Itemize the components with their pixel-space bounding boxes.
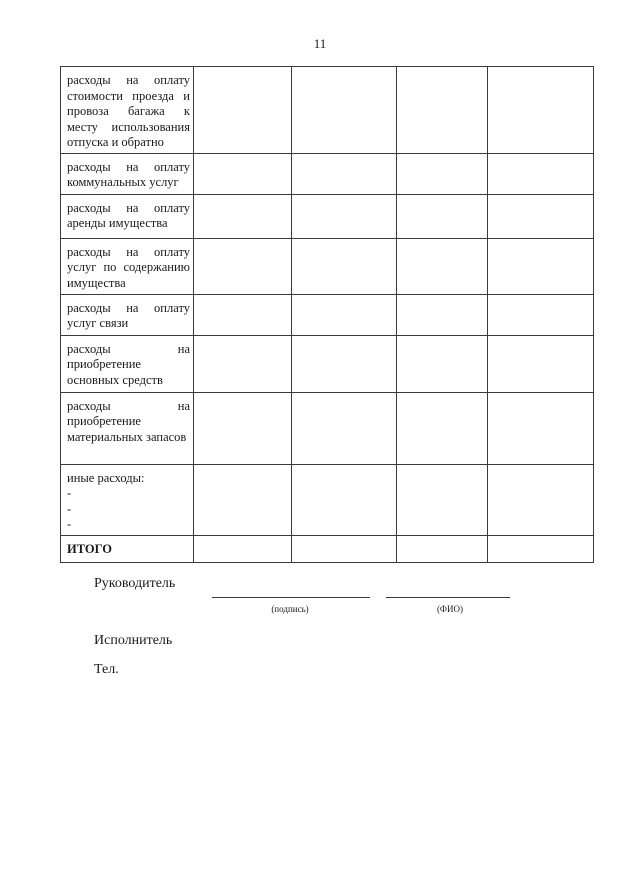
table-row [61, 67, 594, 154]
table-cell [397, 335, 488, 392]
table-cell [488, 392, 594, 464]
executor-label: Исполнитель [94, 633, 173, 648]
table-cell [292, 464, 397, 535]
table-cell [488, 535, 594, 562]
row-label-other-expenses [61, 464, 194, 535]
table-cell [194, 535, 292, 562]
other-expenses-item: - [67, 517, 72, 531]
expenses-table [60, 66, 594, 563]
table-cell [194, 153, 292, 194]
table-cell [397, 392, 488, 464]
table-cell [292, 153, 397, 194]
table-cell [488, 335, 594, 392]
table-cell [194, 335, 292, 392]
phone-label: Тел. [94, 662, 119, 677]
total-label: ИТОГО [61, 535, 194, 562]
table-cell [194, 464, 292, 535]
table-row [61, 294, 594, 335]
table-cell [292, 194, 397, 238]
signature-caption: (подпись) [271, 604, 309, 614]
table-row [61, 464, 594, 535]
row-label-travel-expenses: расходы на оплату стоимости проезда и провоза багажа к месту использования отпуска и обратно [61, 67, 194, 154]
table-cell [488, 194, 594, 238]
table-cell [194, 294, 292, 335]
table-row-total [61, 535, 594, 562]
table-row [61, 392, 594, 464]
table-cell [397, 67, 488, 154]
table-cell [488, 294, 594, 335]
table-row [61, 335, 594, 392]
table-cell [488, 464, 594, 535]
table-row [61, 238, 594, 294]
table-cell [194, 238, 292, 294]
signature-line [212, 597, 370, 598]
row-label-property-maintenance: расходы на оплату услуг по содержанию имущества [61, 238, 194, 294]
name-line [386, 597, 510, 598]
table-cell [194, 194, 292, 238]
table-row [61, 194, 594, 238]
table-cell [488, 238, 594, 294]
row-label-material-inventory: расходы на приобретение материальных запасов [61, 392, 194, 464]
row-label-property-rent: расходы на оплату аренды имущества [61, 194, 194, 238]
page-number: 11 [313, 36, 327, 51]
table-cell [397, 464, 488, 535]
row-label-utilities: расходы на оплату коммунальных услуг [61, 153, 194, 194]
table-cell [397, 535, 488, 562]
table-cell [292, 392, 397, 464]
table-cell [397, 294, 488, 335]
table-row [61, 153, 594, 194]
table-cell [292, 67, 397, 154]
other-expenses-item: - [67, 501, 72, 516]
head-label: Руководитель [94, 576, 176, 591]
table-cell [397, 153, 488, 194]
table-cell [194, 392, 292, 464]
table-cell [488, 67, 594, 154]
table-cell [292, 535, 397, 562]
table-cell [292, 294, 397, 335]
other-expenses-label: иные расходы: [67, 470, 145, 485]
name-caption: (ФИО) [436, 604, 464, 614]
row-label-communication: расходы на оплату услуг связи [61, 294, 194, 335]
table-cell [397, 194, 488, 238]
table-cell [292, 238, 397, 294]
other-expenses-item: - [67, 486, 72, 500]
table-cell [397, 238, 488, 294]
table-cell [292, 335, 397, 392]
table-cell [194, 67, 292, 154]
table-cell [488, 153, 594, 194]
row-label-fixed-assets: расходы на приобретение основных средств [61, 335, 194, 392]
